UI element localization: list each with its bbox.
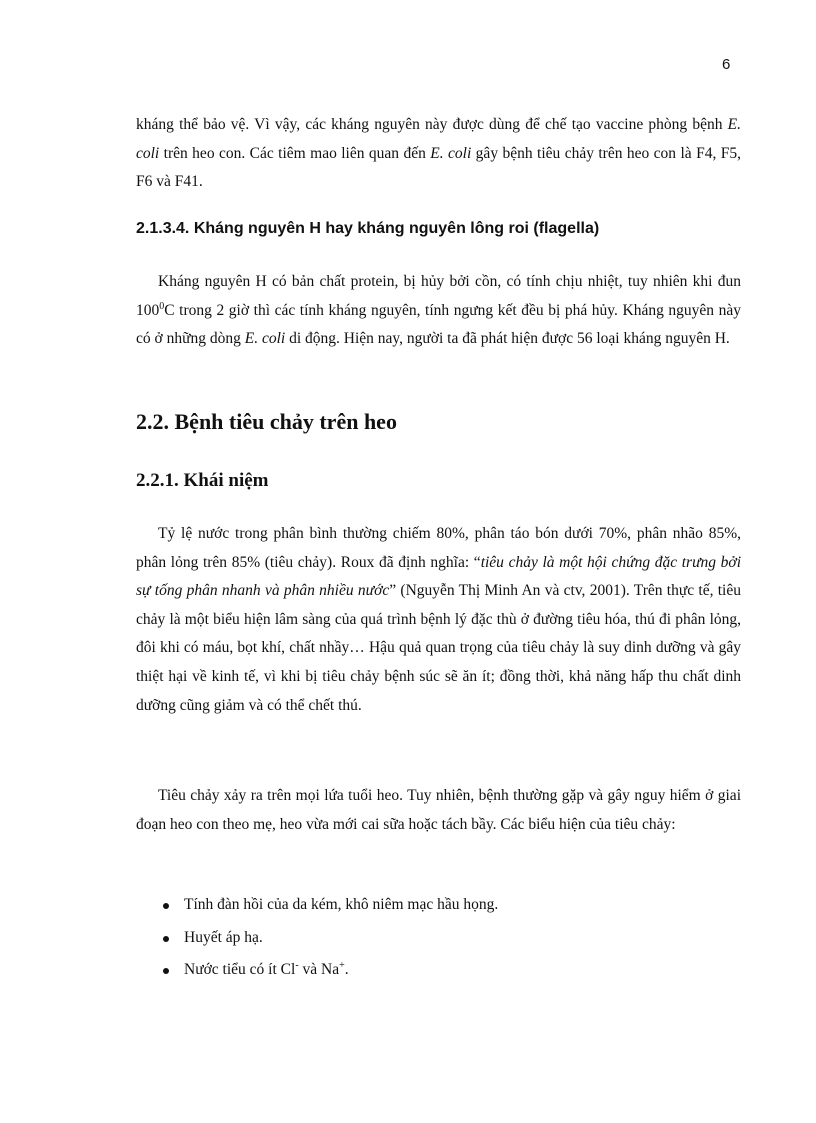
section-heading-2134: 2.1.3.4. Kháng nguyên H hay kháng nguyên lông roi (flagella): [136, 220, 600, 237]
paragraph-symptoms-intro: Tiêu chảy xảy ra trên mọi lứa tuổi heo. Tuy nhiên, bệnh thường gặp và gây nguy hiểm ở giai đoạn heo con theo mẹ, heo vừa mới cai sữa hoặc tách bầy. Các biểu hiện của tiêu chảy:: [136, 787, 741, 833]
italic-species: E. coli: [244, 330, 286, 348]
paragraph-vaccine: [136, 111, 741, 197]
list-item-text: và Na: [298, 961, 340, 978]
bullet-icon: [163, 936, 169, 942]
superscript: 0: [159, 300, 165, 312]
text: Kháng nguyên H có bản chất protein, bị hủy bởi cồn, có tính chịu nhiệt, tuy nhiên khi đun 100: [136, 273, 741, 319]
paragraph-h-antigen: [136, 268, 741, 354]
list-item-text: .: [344, 961, 349, 978]
list-item: [136, 954, 498, 987]
superscript: +: [339, 959, 345, 971]
text: gây bệnh tiêu chảy trên heo con là F4, F5, F6 và F41.: [136, 144, 741, 191]
list-item-text: Nước tiểu có ít Cl: [184, 961, 296, 978]
list-item-text: Tính đàn hồi của da kém, khô niêm mạc hầu họng.: [184, 896, 499, 913]
bullet-icon: [163, 968, 169, 974]
italic-species: E. coli: [136, 116, 741, 162]
text: trên heo con. Các tiêm mao liên quan đến: [159, 144, 431, 162]
text: Tỷ lệ nước trong phân bình thường chiếm 80%, phân táo bón dưới 70%, phân nhão 85%, phân lỏng trên 85% (tiêu chảy). Roux đã định nghĩa: “: [136, 525, 741, 571]
section-heading-221: 2.2.1. Khái niệm: [136, 470, 269, 491]
bullet-icon: [163, 903, 169, 909]
page-number: 6: [722, 56, 731, 73]
list-item: [136, 889, 498, 922]
text: di động. Hiện nay, người ta đã phát hiện được 56 loại kháng nguyên H.: [285, 330, 730, 348]
list-item-text: Huyết áp hạ.: [184, 928, 263, 946]
superscript: -: [295, 959, 299, 971]
paragraph-definition: [136, 520, 741, 720]
text: ” (Nguyễn Thị Minh An và ctv, 2001). Trên thực tế, tiêu chảy là một biểu hiện lâm sàng của quá trình bệnh lý đặc thù ở đường tiêu hóa, thú đi phân lỏng, đôi khi có máu, bọt khí, chất nhầy… Hậu quả quan trọng của tiêu chảy là suy dinh dưỡng và gây thiệt hại về kinh tế, vì khi bị tiêu chảy bệnh súc sẽ ăn ít; đồng thời, khả năng hấp thu chất dinh dưỡng cũng giảm và có thể chết thú.: [136, 582, 741, 714]
italic-quote: tiêu chảy là một hội chứng đặc trưng bởi sự tống phân nhanh và phân nhiều nước: [136, 553, 741, 600]
section-heading-22: 2.2. Bệnh tiêu chảy trên heo: [136, 409, 397, 434]
symptom-list: [136, 889, 498, 987]
text: C trong 2 giờ thì các tính kháng nguyên, tính ngưng kết đều bị phá hủy. Kháng nguyên này có ở những dòng: [136, 301, 741, 348]
list-item: [136, 922, 498, 955]
text: kháng thể bảo vệ. Vì vậy, các kháng nguyên này được dùng để chế tạo vaccine phòng bệnh: [136, 116, 728, 133]
italic-species: E. coli: [430, 144, 472, 162]
